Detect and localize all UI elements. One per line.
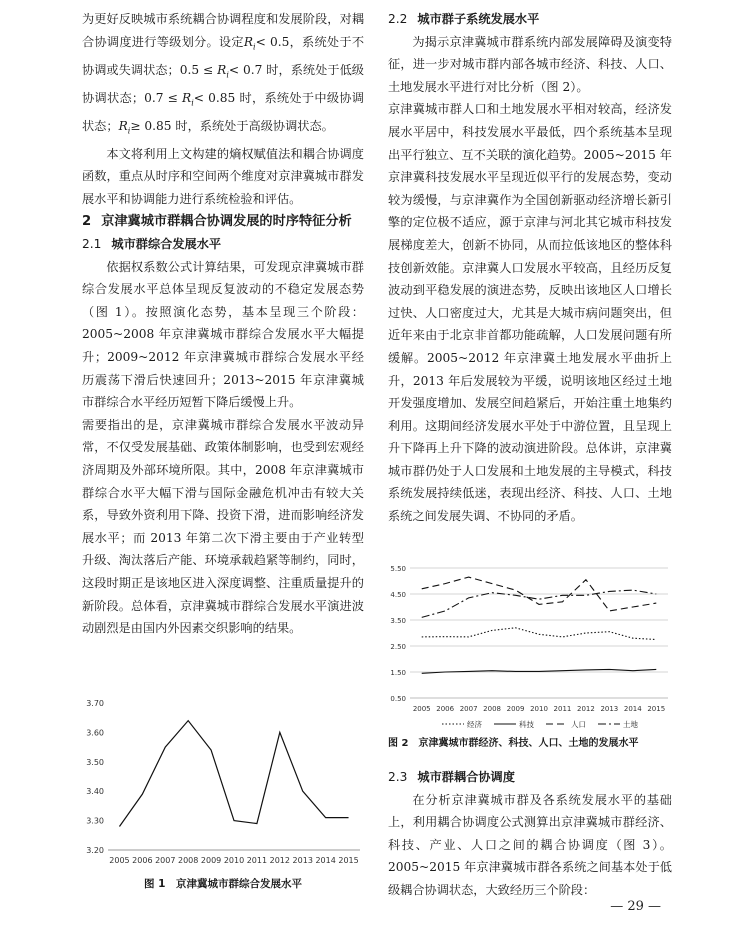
series-line-经济 <box>422 628 657 640</box>
x-tick-label: 2011 <box>553 705 572 713</box>
x-tick-label: 2008 <box>483 705 502 713</box>
y-tick-label: 3.60 <box>86 728 104 738</box>
x-tick-label: 2014 <box>315 856 336 865</box>
x-tick-label: 2012 <box>576 705 595 713</box>
x-tick-label: 2005 <box>412 705 431 713</box>
x-tick-label: 2007 <box>155 856 176 865</box>
y-tick-label: 3.70 <box>86 699 104 708</box>
x-tick-label: 2010 <box>530 705 548 713</box>
x-tick-label: 2013 <box>292 856 313 865</box>
x-tick-label: 2008 <box>178 856 199 865</box>
x-tick-label: 2012 <box>269 856 290 865</box>
x-tick-label: 2006 <box>436 705 455 713</box>
page-number: — 29 — <box>610 899 661 914</box>
y-tick-label: 3.30 <box>86 816 104 826</box>
legend-label: 土地 <box>623 720 638 729</box>
figure-1-chart <box>76 695 368 875</box>
paragraph-2-3: 在分析京津冀城市群及各系统发展水平的基础上，利用耦合协调度公式测算出京津冀城市群经济、科技、产业、人口之间的耦合协调度（图 3）。2005~2015 年京津冀城市群各系统之间基本处于低级耦合协调状态，大致经历三个阶段： <box>388 792 672 897</box>
x-tick-label: 2013 <box>600 705 619 713</box>
x-tick-label: 2010 <box>223 856 245 865</box>
figure-2-caption: 图 2 京津冀城市群经济、科技、人口、土地的发展水平 <box>388 738 639 749</box>
series-line-0 <box>119 721 348 827</box>
paragraph-2-2-b: 京津冀城市群人口和土地发展水平相对较高，经济发展水平居中，科技发展水平最低，四个系统基本呈现出平行独立、互不关联的演化趋势。2005~2015 年京津冀科技发展水平呈现近似平行的发展态势，变动较为缓慢，与京津冀作为全国创新驱动经济增长新引擎的定位极不适应，源于京津与河北其它城市科技发展梯度差大，创新不协同，从而拉低该地区的整体科技创新效能。京津冀人口发展水平较高，且经历反复波动到平稳发展的演进态势，反映出该地区人口增长过快、人口密度过大，尤其是大城市病问题突出，但近年来由于北京非首都功能疏解，人口发展问题有所缓解。2005~2012 年京津冀土地发展水平曲折上升，2013 年后发展较为平缓，说明该地区经过土地开发强度增加、发展空间趋紧后，开始注重土地集约利用。这期间经济发展水平处于中游位置，且呈现上升下降再上升下降的波动演进阶段。总体讲，京津冀城市群仍处于人口发展和土地发展的主导模式，科技系统发展持续低迷，表现出经济、科技、人口、土地系统之间发展失调、不协同的矛盾。 <box>388 102 672 524</box>
y-tick-label: 0.50 <box>390 695 406 703</box>
x-tick-label: 2014 <box>623 705 642 713</box>
paragraph-2-1-b: 需要指出的是，京津冀城市群综合发展水平波动异常，不仅受发展基础、政策体制影响，也受到宏观经济周期及外部环境所限。其中，2008 年京津冀城市群综合水平大幅下滑与国际金融危机冲击有较大关系，导致外资利用下降、投资下滑，进而影响经济发展水平；而 2013 年第二次下滑主要由于产业转型升级、淘汰落后产能、环境承载趋紧等制约，同时，这段时期正是该地区进入深度调整、注重质量提升的新阶段。总体看，京津冀城市群综合发展水平演进波动剧烈是由国内外因素交织影响的结果。 <box>82 417 364 636</box>
x-tick-label: 2009 <box>200 856 222 865</box>
legend-label: 科技 <box>519 720 534 729</box>
x-tick-label: 2005 <box>109 856 130 865</box>
series-line-科技 <box>422 669 657 673</box>
legend-label: 人口 <box>571 720 586 729</box>
right-column <box>388 8 672 528</box>
y-tick-label: 3.20 <box>86 846 104 855</box>
var-symbol: $R_i$ <box>243 34 256 52</box>
x-tick-label: 2015 <box>647 705 666 713</box>
figure-2-chart <box>382 562 674 758</box>
y-tick-label: 5.50 <box>390 565 406 573</box>
figure-1-caption: 图 1 京津冀城市群综合发展水平 <box>144 878 302 890</box>
subsection-heading-2-1: 2.1 城市群综合发展水平 <box>82 237 222 252</box>
x-tick-label: 2007 <box>459 705 478 713</box>
y-tick-label: 3.40 <box>86 787 104 797</box>
subsection-heading-2-3: 2.3 城市群耦合协调度 <box>388 770 515 784</box>
y-tick-label: 4.50 <box>390 591 406 599</box>
paragraph-2-2-a: 为揭示京津冀城市群系统内部发展障碍及演变特征，进一步对城市群内部各城市经济、科技、人口、土地发展水平进行对比分析（图 2）。 <box>388 34 672 94</box>
y-tick-label: 3.50 <box>390 617 406 625</box>
left-column <box>82 8 364 640</box>
paragraph-method: 本文将利用上文构建的熵权赋值法和耦合协调度函数，重点从时序和空间两个维度对京津冀城市群发展水平和协调能力进行系统检验和评估。 <box>82 146 364 206</box>
x-tick-label: 2011 <box>246 856 268 865</box>
y-tick-label: 3.50 <box>86 757 104 767</box>
y-tick-label: 1.50 <box>390 669 406 677</box>
x-tick-label: 2015 <box>338 856 359 865</box>
subsection-heading-2-2: 2.2 城市群子系统发展水平 <box>388 12 540 26</box>
y-tick-label: 2.50 <box>390 643 406 651</box>
paragraph-coupling-levels: 为更好反映城市系统耦合协调程度和发展阶段，对耦合协调度进行等级划分。设定$R_i< 0.5$，系统处于不协调或失调状态；$0.5 \le R_i< 0.7$ 时，系统处于低级协调状态；$0.7 \le R_i< 0.85$ 时，系统处于中级协调状态；$R_i\ge 0.85$ 时，系统处于高级协调状态。 <box>82 12 365 136</box>
x-tick-label: 2006 <box>132 856 153 865</box>
right-column-lower <box>388 766 672 902</box>
legend-label: 经济 <box>467 720 482 729</box>
x-tick-label: 2009 <box>506 705 525 713</box>
paragraph-2-1-a: 依据权系数公式计算结果，可发现京津冀城市群综合发展水平总体呈现反复波动的不稳定发展态势（图 1）。按照演化态势，基本呈现三个阶段：2005~2008 年京津冀城市群综合发展水平大幅提升；2009~2012 年京津冀城市群综合发展水平经历震荡下滑后快速回升；2013~2015 年京津冀城市群综合水平经历短暂下降后缓慢上升。 <box>82 259 364 410</box>
section-heading-2: 2 京津冀城市群耦合协调发展的时序特征分析 <box>82 213 352 229</box>
